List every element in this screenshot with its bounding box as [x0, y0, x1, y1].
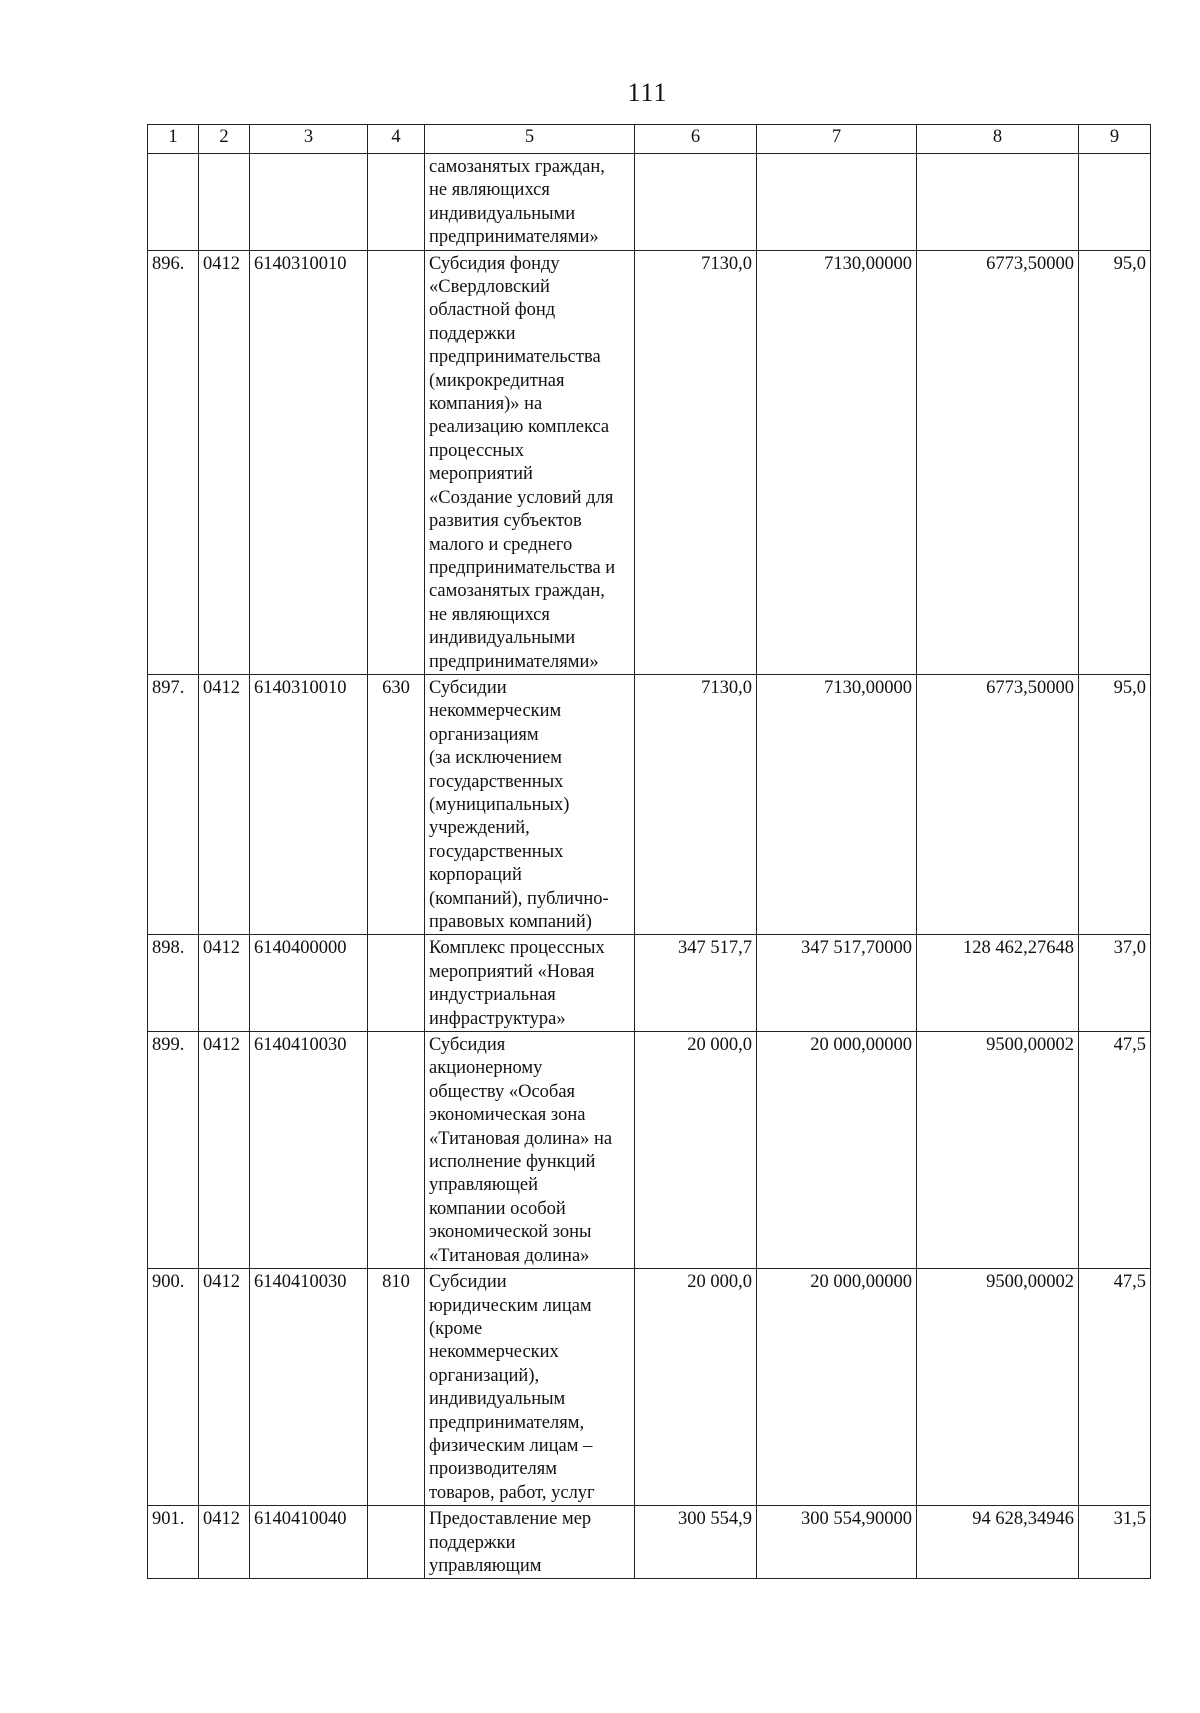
- table-body: [148, 154, 1151, 1579]
- name-text-line: юридическим лицам: [429, 1295, 592, 1316]
- amount-col6-cell: [635, 154, 757, 251]
- name-text-line: Предоставление мер: [429, 1509, 592, 1530]
- amount-col7-cell: 20 000,00000: [757, 1269, 917, 1506]
- name-cell: [425, 1269, 635, 1506]
- table-row: [148, 674, 1151, 934]
- name-text-line: товаров, работ, услуг: [429, 1482, 595, 1503]
- name-text-line: развития субъектов: [429, 511, 582, 532]
- amount-col8-cell: 9500,00002: [917, 1032, 1079, 1269]
- amount-col7-cell: 7130,00000: [757, 674, 917, 934]
- name-text-line: не являющихся: [429, 604, 550, 625]
- column-header-5: 5: [425, 125, 635, 154]
- percent-col9-cell: 47,5: [1079, 1269, 1151, 1506]
- table-row: [148, 1506, 1151, 1579]
- name-text-line: экономическая зона: [429, 1105, 586, 1126]
- name-text-line: поддержки: [429, 1532, 516, 1553]
- amount-col6-cell: 20 000,0: [635, 1269, 757, 1506]
- name-cell: [425, 1032, 635, 1269]
- section-code-cell: [199, 154, 250, 251]
- expense-type-cell: [368, 1506, 425, 1579]
- column-header-6: 6: [635, 125, 757, 154]
- page-number: 111: [627, 78, 668, 107]
- name-text-line: управляющим: [429, 1555, 542, 1576]
- expense-type-cell: [368, 250, 425, 674]
- name-text-line: мероприятий: [429, 464, 533, 485]
- percent-col9-cell: 31,5: [1079, 1506, 1151, 1579]
- percent-col9-cell: [1079, 154, 1151, 251]
- amount-col6-cell: 7130,0: [635, 250, 757, 674]
- name-text-line: компания)» на: [429, 394, 543, 415]
- name-text-line: производителям: [429, 1459, 557, 1480]
- name-text-line: предпринимательства и: [429, 557, 616, 578]
- percent-col9-cell: 95,0: [1079, 250, 1151, 674]
- section-code-cell: 0412: [199, 250, 250, 674]
- name-text-line: реализацию комплекса: [429, 417, 610, 438]
- name-text-line: правовых компаний): [429, 912, 592, 932]
- expense-type-cell: [368, 154, 425, 251]
- section-code-cell: 0412: [199, 1032, 250, 1269]
- column-header-3: 3: [250, 125, 368, 154]
- percent-col9-cell: 95,0: [1079, 674, 1151, 934]
- name-text-line: акционерному: [429, 1058, 543, 1079]
- name-text-line: Комплекс процессных: [429, 938, 605, 959]
- name-text-line: областной фонд: [429, 300, 556, 321]
- row-number-cell: 896.: [148, 250, 199, 674]
- name-text-line: (за исключением: [429, 748, 562, 769]
- name-text-line: Субсидии: [429, 677, 507, 698]
- target-code-cell: 6140310010: [250, 250, 368, 674]
- section-code-cell: 0412: [199, 1269, 250, 1506]
- name-text-line: индивидуальными: [429, 203, 576, 224]
- name-text-line: не являющихся: [429, 180, 550, 201]
- column-header-7: 7: [757, 125, 917, 154]
- column-header-4: 4: [368, 125, 425, 154]
- amount-col8-cell: 6773,50000: [917, 674, 1079, 934]
- expense-type-cell: 810: [368, 1269, 425, 1506]
- name-text-line: «Титановая долина»: [429, 1245, 590, 1266]
- name-text-line: индивидуальными: [429, 628, 576, 649]
- row-number-cell: 900.: [148, 1269, 199, 1506]
- name-text-line: корпораций: [429, 865, 522, 886]
- name-text-line: организациям: [429, 724, 539, 745]
- amount-col8-cell: 94 628,34946: [917, 1506, 1079, 1579]
- column-header-2: 2: [199, 125, 250, 154]
- percent-col9-cell: 37,0: [1079, 935, 1151, 1032]
- amount-col8-cell: 9500,00002: [917, 1269, 1079, 1506]
- target-code-cell: 6140400000: [250, 935, 368, 1032]
- table-row: [148, 1032, 1151, 1269]
- table-row: [148, 935, 1151, 1032]
- budget-table: [147, 124, 1151, 1579]
- expense-type-cell: [368, 1032, 425, 1269]
- name-text-line: учреждений,: [429, 818, 530, 839]
- table-row: [148, 250, 1151, 674]
- target-code-cell: 6140410030: [250, 1269, 368, 1506]
- name-text-line: самозанятых граждан,: [429, 157, 605, 177]
- column-header-8: 8: [917, 125, 1079, 154]
- name-text-line: исполнение функций: [429, 1152, 596, 1173]
- percent-col9-cell: 47,5: [1079, 1032, 1151, 1269]
- name-text-line: (муниципальных): [429, 794, 570, 815]
- name-text-line: государственных: [429, 841, 564, 862]
- amount-col6-cell: 7130,0: [635, 674, 757, 934]
- target-code-cell: 6140310010: [250, 674, 368, 934]
- name-cell: [425, 154, 635, 251]
- name-text-line: «Создание условий для: [429, 487, 614, 508]
- name-text-line: Субсидия фонду: [429, 253, 560, 274]
- name-text-line: Субсидия: [429, 1035, 506, 1056]
- name-text-line: «Титановая долина» на: [429, 1128, 613, 1149]
- expense-type-cell: [368, 935, 425, 1032]
- section-code-cell: 0412: [199, 1506, 250, 1579]
- name-text-line: индивидуальным: [429, 1389, 566, 1410]
- row-number-cell: 901.: [148, 1506, 199, 1579]
- amount-col8-cell: [917, 154, 1079, 251]
- table-row: [148, 1269, 1151, 1506]
- name-text-line: инфраструктура»: [429, 1008, 566, 1029]
- name-text-line: поддержки: [429, 323, 516, 344]
- name-text-line: организаций),: [429, 1365, 540, 1386]
- amount-col7-cell: 7130,00000: [757, 250, 917, 674]
- amount-col6-cell: 300 554,9: [635, 1506, 757, 1579]
- row-number-cell: [148, 154, 199, 251]
- name-text-line: (кроме: [429, 1318, 483, 1339]
- name-text-line: предпринимателями»: [429, 227, 599, 248]
- name-cell: [425, 674, 635, 934]
- column-header-1: 1: [148, 125, 199, 154]
- name-text-line: Субсидии: [429, 1272, 507, 1293]
- target-code-cell: [250, 154, 368, 251]
- section-code-cell: 0412: [199, 674, 250, 934]
- target-code-cell: 6140410030: [250, 1032, 368, 1269]
- row-number-cell: 898.: [148, 935, 199, 1032]
- row-number-cell: 897.: [148, 674, 199, 934]
- section-code-cell: 0412: [199, 935, 250, 1032]
- name-text-line: предпринимательства: [429, 347, 601, 368]
- name-text-line: предпринимателями»: [429, 651, 599, 672]
- name-text-line: процессных: [429, 440, 524, 461]
- amount-col7-cell: 20 000,00000: [757, 1032, 917, 1269]
- name-text-line: (микрокредитная: [429, 370, 565, 391]
- name-text-line: предпринимателям,: [429, 1412, 585, 1433]
- name-text-line: некоммерческих: [429, 1342, 559, 1363]
- name-text-line: малого и среднего: [429, 534, 573, 555]
- name-text-line: некоммерческим: [429, 701, 562, 722]
- table-header-row: [148, 125, 1151, 154]
- name-text-line: обществу «Особая: [429, 1081, 576, 1102]
- amount-col8-cell: 6773,50000: [917, 250, 1079, 674]
- name-text-line: компании особой: [429, 1198, 566, 1219]
- name-text-line: государственных: [429, 771, 564, 792]
- name-text-line: физическим лицам –: [429, 1435, 593, 1456]
- expense-type-cell: 630: [368, 674, 425, 934]
- amount-col7-cell: [757, 154, 917, 251]
- name-text-line: «Свердловский: [429, 277, 550, 298]
- amount-col6-cell: 20 000,0: [635, 1032, 757, 1269]
- amount-col8-cell: 128 462,27648: [917, 935, 1079, 1032]
- name-text-line: мероприятий «Новая: [429, 961, 595, 982]
- name-text-line: (компаний), публично-: [429, 888, 609, 909]
- amount-col7-cell: 347 517,70000: [757, 935, 917, 1032]
- name-cell: [425, 1506, 635, 1579]
- name-text-line: экономической зоны: [429, 1222, 592, 1243]
- name-text-line: управляющей: [429, 1175, 539, 1196]
- table-row: [148, 154, 1151, 251]
- column-header-9: 9: [1079, 125, 1151, 154]
- amount-col6-cell: 347 517,7: [635, 935, 757, 1032]
- name-text-line: самозанятых граждан,: [429, 581, 605, 602]
- amount-col7-cell: 300 554,90000: [757, 1506, 917, 1579]
- name-cell: [425, 250, 635, 674]
- name-text-line: индустриальная: [429, 985, 556, 1006]
- target-code-cell: 6140410040: [250, 1506, 368, 1579]
- row-number-cell: 899.: [148, 1032, 199, 1269]
- name-cell: [425, 935, 635, 1032]
